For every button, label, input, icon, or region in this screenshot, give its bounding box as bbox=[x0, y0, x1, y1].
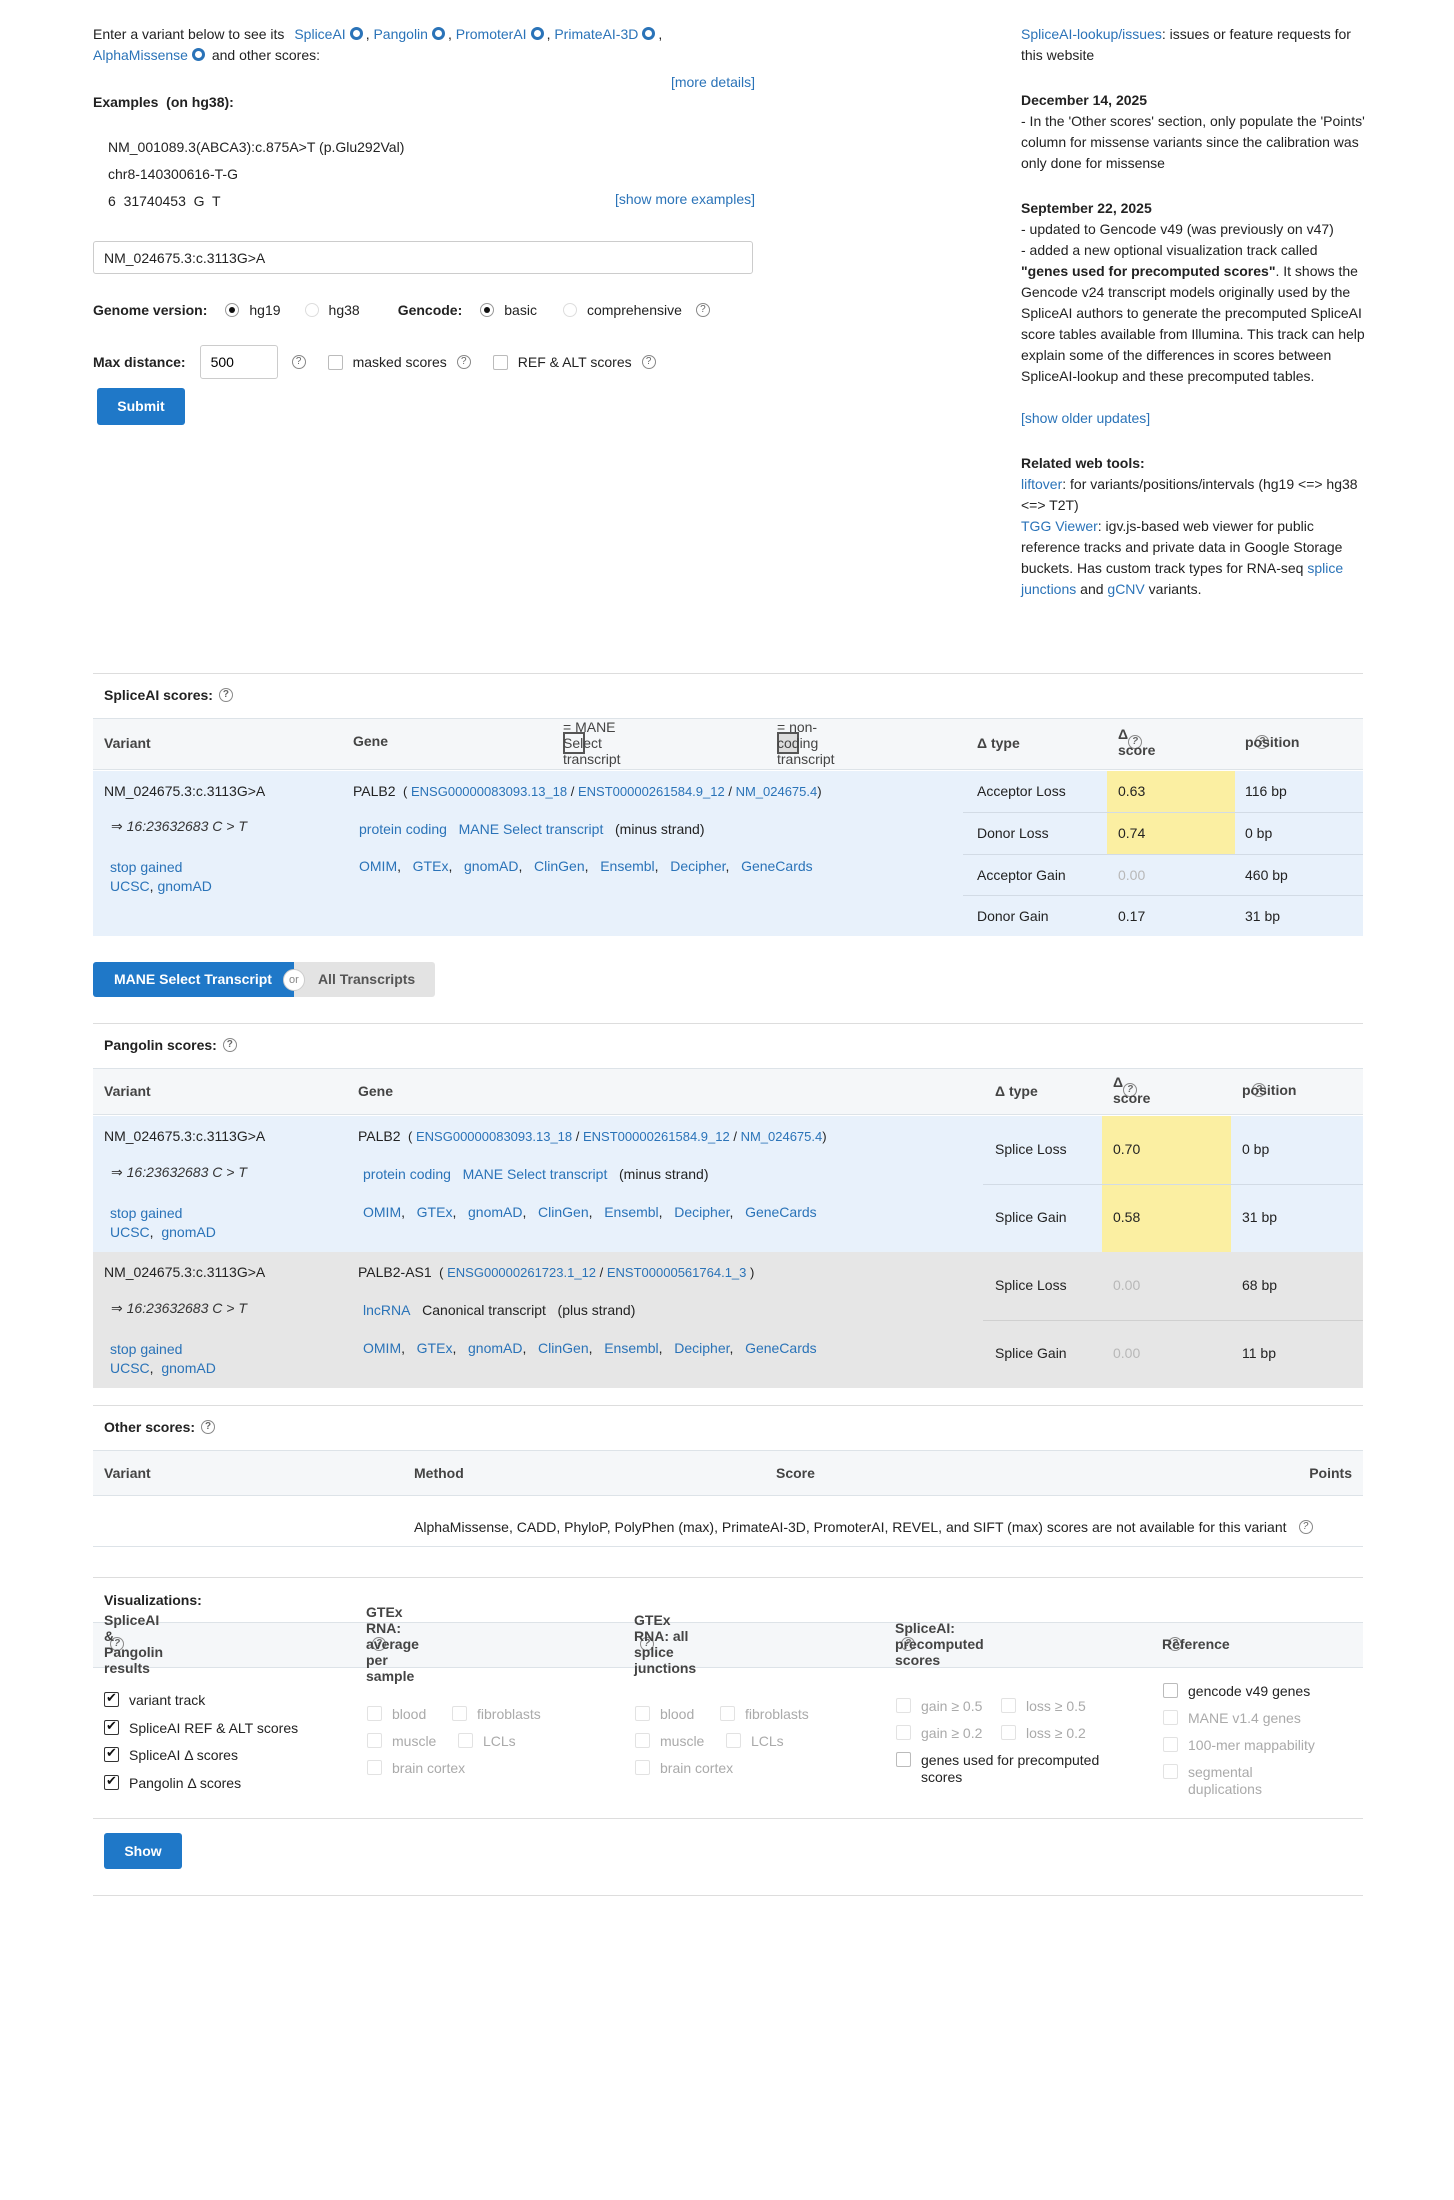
pangolin-delta-checkbox[interactable] bbox=[104, 1775, 119, 1790]
genecards-link[interactable]: GeneCards bbox=[741, 858, 813, 874]
col-score: Score bbox=[776, 1465, 815, 1481]
example-item[interactable]: chr8-140300616-T-G bbox=[108, 166, 238, 182]
github-icon[interactable] bbox=[642, 27, 655, 40]
col-gene: Gene bbox=[353, 733, 389, 749]
gnomad-link[interactable]: gnomAD bbox=[464, 858, 519, 874]
delta-type: Splice Gain bbox=[995, 1209, 1067, 1225]
pangolin-section-title: Pangolin scores: ? bbox=[104, 1037, 237, 1053]
show-older-updates-link[interactable]: [show older updates] bbox=[1021, 410, 1151, 426]
promoterai-link[interactable]: PromoterAI bbox=[455, 26, 527, 42]
muscle-checkbox[interactable] bbox=[635, 1733, 650, 1748]
delta-type: Acceptor Loss bbox=[977, 783, 1066, 799]
submit-button[interactable]: Submit bbox=[97, 388, 185, 425]
intro-before: Enter a variant below to see its bbox=[93, 26, 285, 42]
gain-05-checkbox[interactable] bbox=[896, 1698, 911, 1713]
delta-score: 0.58 bbox=[1113, 1209, 1141, 1225]
help-icon[interactable] bbox=[292, 355, 306, 369]
col-delta-score: Δ score ? bbox=[1113, 1083, 1137, 1097]
lcls-checkbox[interactable] bbox=[726, 1733, 741, 1748]
variant-name: NM_024675.3:c.3113G>A bbox=[104, 1128, 266, 1144]
github-icon[interactable] bbox=[432, 27, 445, 40]
strand: (minus strand) bbox=[615, 821, 705, 837]
gain-02-checkbox[interactable] bbox=[896, 1725, 911, 1740]
delta-type: Splice Loss bbox=[995, 1141, 1067, 1157]
mane-genes-checkbox[interactable] bbox=[1163, 1710, 1178, 1725]
muscle-checkbox[interactable] bbox=[367, 1733, 382, 1748]
gnomad-link[interactable]: gnomAD bbox=[157, 878, 212, 894]
col-gtex-junctions: GTEx RNA: all splice junctions ? bbox=[634, 1637, 654, 1651]
biotype-link[interactable]: protein coding bbox=[359, 821, 447, 837]
intro-after: and other scores: bbox=[211, 47, 320, 63]
examples-title: Examples (on hg38): bbox=[93, 94, 234, 110]
delta-score: 0.00 bbox=[1113, 1277, 1141, 1293]
variant-name: NM_024675.3:c.3113G>A bbox=[104, 783, 266, 799]
issues-text: : issues or feature requests for this website bbox=[1021, 26, 1351, 63]
examples-list bbox=[108, 134, 755, 215]
max-distance-label: Max distance: bbox=[93, 354, 186, 370]
col-variant: Variant bbox=[104, 1465, 151, 1481]
loss-05-checkbox[interactable] bbox=[1001, 1698, 1016, 1713]
option-label: SpliceAI Δ scores bbox=[129, 1747, 238, 1763]
alphamissense-link[interactable]: AlphaMissense bbox=[93, 47, 188, 63]
delta-position: 0 bp bbox=[1245, 825, 1273, 841]
biotype-link[interactable]: protein coding bbox=[363, 1166, 451, 1182]
show-more-examples-link[interactable]: [show more examples] bbox=[614, 191, 755, 207]
spliceai-table-header bbox=[93, 718, 1363, 770]
results-options bbox=[104, 1692, 298, 1802]
row-divider bbox=[983, 1320, 1363, 1321]
variant-name: NM_024675.3:c.3113G>A bbox=[104, 1264, 266, 1280]
delta-position: 11 bp bbox=[1242, 1345, 1276, 1361]
gene-name: PALB2-AS1 bbox=[358, 1264, 432, 1280]
option-label: variant track bbox=[129, 1692, 206, 1708]
col-position: position ? bbox=[1245, 735, 1269, 749]
strand: (plus strand) bbox=[557, 1302, 636, 1318]
strand: (minus strand) bbox=[619, 1166, 709, 1182]
col-delta-type: Δ type bbox=[977, 735, 1020, 751]
distance-row bbox=[93, 346, 755, 378]
delta-type: Donor Loss bbox=[977, 825, 1049, 841]
col-method: Method bbox=[414, 1465, 464, 1481]
col-variant: Variant bbox=[104, 735, 151, 751]
transcript-info bbox=[363, 1302, 635, 1318]
lcls-checkbox[interactable] bbox=[458, 1733, 473, 1748]
tgg-text: : igv.js-based web viewer for public reference tracks and private data in Google Storage buckets. Has custom track types for RNA-seq bbox=[1021, 518, 1343, 576]
delta-position: 68 bp bbox=[1242, 1277, 1278, 1293]
gene-links: OMIM, GTEx, gnomAD, ClinGen, Ensembl, Decipher, GeneCards bbox=[363, 1340, 817, 1356]
col-gene: Gene bbox=[358, 1083, 394, 1099]
gnomad-link[interactable]: gnomAD bbox=[161, 1224, 216, 1240]
intro-text: Enter a variant below to see its SpliceAI , Pangolin , PromoterAI , PrimateAI-3D , AlphaMissense and other scores: bbox=[93, 26, 663, 63]
pangolin-table-header bbox=[93, 1068, 1363, 1115]
gtex-average-options: blood fibroblasts muscle LCLs brain cortex bbox=[367, 1706, 597, 1787]
ucsc-link[interactable]: UCSC bbox=[110, 1224, 150, 1240]
update-text: - updated to Gencode v49 (was previously on v47) bbox=[1021, 221, 1334, 237]
row-divider bbox=[963, 812, 1363, 813]
help-icon[interactable] bbox=[696, 303, 710, 317]
precomputed-options: gain ≥ 0.5 loss ≥ 0.5 gain ≥ 0.2 loss ≥ 0.2 genes used for precomputed scores bbox=[896, 1698, 1136, 1792]
splice-junctions-link[interactable]: splice junctions bbox=[1021, 560, 1344, 597]
delta-type: Donor Gain bbox=[977, 908, 1049, 924]
gene-info: PALB2 ( ENSG00000083093.13_18 / ENST00000261584.9_12 / NM_024675.4) bbox=[353, 783, 822, 799]
delta-score: 0.00 bbox=[1113, 1345, 1141, 1361]
clingen-link[interactable]: ClinGen bbox=[534, 858, 585, 874]
divider bbox=[93, 1405, 1363, 1406]
other-table-header bbox=[93, 1450, 1363, 1496]
genecards-link[interactable]: GeneCards bbox=[745, 1340, 817, 1356]
brain-cortex-checkbox[interactable] bbox=[635, 1760, 650, 1775]
related-tools-title: Related web tools: bbox=[1021, 455, 1145, 471]
fibroblasts-checkbox[interactable] bbox=[720, 1706, 735, 1721]
input-panel bbox=[93, 24, 755, 378]
liftover-text: : for variants/positions/intervals (hg19 <=> hg38 <=> T2T) bbox=[1021, 476, 1358, 513]
enst-link[interactable]: ENST00000261584.9_12 bbox=[582, 1129, 730, 1144]
gnomad-link[interactable]: gnomAD bbox=[161, 1360, 216, 1376]
pangolin-result-row: NM_024675.3:c.3113G>A ⇒ 16:23632683 C > T stop gained UCSC, gnomAD PALB2-AS1 ( ENSG00000261723.1_12 / ENST00000561764.1_3 ) lncRNA Canonical transcript (plus strand) OMIM, GTEx, gnomAD, ClinGen, Ensembl, Decipher, GeneCards Splice Loss 0.00 68 bp Splice Gain 0.00 11 bp bbox=[93, 1252, 1363, 1388]
gencode-genes-checkbox[interactable] bbox=[1163, 1683, 1178, 1698]
decipher-link[interactable]: Decipher bbox=[670, 858, 726, 874]
tgg-viewer-link[interactable]: TGG Viewer bbox=[1021, 518, 1098, 534]
spliceai-ref-alt-checkbox[interactable] bbox=[104, 1720, 119, 1735]
consequence-link[interactable]: stop gained bbox=[110, 1205, 183, 1221]
ensembl-link[interactable]: Ensembl bbox=[604, 1340, 659, 1356]
other-section-title: Other scores: ? bbox=[104, 1419, 215, 1435]
nm-link[interactable]: NM_024675.4 bbox=[740, 1129, 823, 1144]
col-gtex-average: GTEx RNA: average per sample ? bbox=[366, 1637, 386, 1651]
transcript-type: Canonical transcript bbox=[422, 1302, 546, 1318]
update-date: December 14, 2025 bbox=[1021, 92, 1148, 108]
row-divider bbox=[963, 895, 1363, 896]
comprehensive-label: comprehensive bbox=[586, 302, 682, 318]
help-icon[interactable] bbox=[1299, 1520, 1313, 1534]
variant-coord: ⇒ 16:23632683 C > T bbox=[111, 1164, 247, 1180]
consequence-link[interactable]: stop gained bbox=[110, 859, 183, 875]
github-icon[interactable] bbox=[531, 27, 544, 40]
delta-position: 0 bp bbox=[1242, 1141, 1270, 1157]
help-icon[interactable] bbox=[219, 688, 233, 702]
clingen-link[interactable]: ClinGen bbox=[538, 1340, 589, 1356]
delta-type: Splice Gain bbox=[995, 1345, 1067, 1361]
col-reference: Reference ? bbox=[1162, 1637, 1182, 1651]
genome-row bbox=[93, 294, 755, 326]
hg38-label: hg38 bbox=[328, 302, 360, 318]
updates-panel: SpliceAI-lookup/issues: issues or feature requests for this website December 14, 2025 - In the 'Other scores' section, only populate the 'Points' column for missense variants since the calibration was only done for missense September 22, 2025 - updated to Gencode v49 (was previously on v47) - added a new optional visualization track called "genes used for precomputed scores". It shows the Gencode v24 transcript models originally used by the SpliceAI authors to generate the precomputed SpliceAI score tables available from Illumina. This track can help explain some of the differences in scores between SpliceAI-lookup and these precomputed tables. [show older updates] Related web tools: liftover: for variants/positions/intervals (hg19 <=> hg38 <=> T2T) TGG Viewer: igv.js-based web viewer for public reference tracks and private data in Google Storage buckets. Has custom track types for RNA-seq splice junctions and gCNV variants. bbox=[1021, 26, 1365, 597]
mane-link[interactable]: MANE Select transcript bbox=[462, 1166, 608, 1182]
visualizations-header bbox=[93, 1604, 1363, 1684]
max-distance-input[interactable] bbox=[200, 345, 278, 379]
primateai-link[interactable]: PrimateAI-3D bbox=[554, 26, 639, 42]
basic-radio[interactable] bbox=[480, 303, 494, 317]
reference-options: gencode v49 genes MANE v1.4 genes 100-mer mappability segmental duplications bbox=[1163, 1683, 1363, 1804]
decipher-link[interactable]: Decipher bbox=[674, 1340, 730, 1356]
delta-score: 0.17 bbox=[1118, 908, 1146, 924]
spliceai-link[interactable]: SpliceAI bbox=[294, 26, 346, 42]
mappability-checkbox[interactable] bbox=[1163, 1737, 1178, 1752]
help-icon[interactable] bbox=[642, 355, 656, 369]
col-position: position ? bbox=[1242, 1083, 1266, 1097]
mane-transcript-button[interactable]: MANE Select Transcript bbox=[93, 962, 294, 997]
comprehensive-radio[interactable] bbox=[563, 303, 577, 317]
row-divider bbox=[963, 854, 1363, 855]
consequence-link[interactable]: stop gained bbox=[110, 1341, 183, 1357]
omim-link[interactable]: OMIM bbox=[363, 1204, 402, 1220]
gnomad-link[interactable]: gnomAD bbox=[468, 1204, 523, 1220]
hg19-label: hg19 bbox=[249, 302, 281, 318]
variant-coord: ⇒ 16:23632683 C > T bbox=[111, 818, 247, 834]
more-details-link[interactable]: [more details] bbox=[670, 74, 755, 90]
gtex-link[interactable]: GTEx bbox=[416, 1340, 453, 1356]
divider bbox=[93, 1023, 1363, 1024]
gcnv-link[interactable]: gCNV bbox=[1107, 581, 1145, 597]
example-item[interactable]: 6 31740453 G T bbox=[108, 193, 221, 209]
col-results: SpliceAI & Pangolin results ? bbox=[104, 1637, 124, 1651]
basic-label: basic bbox=[504, 302, 537, 318]
gencode-label: Gencode: bbox=[397, 302, 463, 318]
gene-info: PALB2-AS1 ( ENSG00000261723.1_12 / ENST00000561764.1_3 ) bbox=[358, 1264, 755, 1280]
ucsc-link[interactable]: UCSC bbox=[110, 878, 150, 894]
mane-link[interactable]: MANE Select transcript bbox=[458, 821, 604, 837]
gene-name: PALB2 bbox=[353, 783, 396, 799]
ensg-link[interactable]: ENSG00000261723.1_12 bbox=[447, 1265, 597, 1280]
show-button[interactable]: Show bbox=[104, 1833, 182, 1869]
help-icon[interactable] bbox=[223, 1038, 237, 1052]
ensg-link[interactable]: ENSG00000083093.13_18 bbox=[411, 784, 568, 799]
delta-score: 0.63 bbox=[1118, 783, 1146, 799]
pangolin-result-row: NM_024675.3:c.3113G>A ⇒ 16:23632683 C > T stop gained UCSC, gnomAD PALB2 ( ENSG00000083093.13_18 / ENST00000261584.9_12 / NM_024675.4) protein coding MANE Select transcript (minus strand) OMIM, GTEx, gnomAD, ClinGen, Ensembl, Decipher, GeneCards Splice Loss 0.70 0 bp Splice Gain 0.58 31 bp bbox=[93, 1116, 1363, 1252]
mane-legend: = MANE Select transcript bbox=[563, 719, 621, 767]
enst-link[interactable]: ENST00000261584.9_12 bbox=[577, 784, 725, 799]
col-points: Points bbox=[1309, 1465, 1352, 1481]
decipher-link[interactable]: Decipher bbox=[674, 1204, 730, 1220]
gene-links: OMIM, GTEx, gnomAD, ClinGen, Ensembl, Decipher, GeneCards bbox=[363, 1204, 817, 1220]
liftover-link[interactable]: liftover bbox=[1021, 476, 1063, 492]
divider bbox=[93, 1577, 1363, 1578]
visualizations-title: Visualizations: bbox=[104, 1592, 202, 1608]
ensembl-link[interactable]: Ensembl bbox=[600, 858, 655, 874]
col-delta-type: Δ type bbox=[995, 1083, 1038, 1099]
gnomad-link[interactable]: gnomAD bbox=[468, 1340, 523, 1356]
help-icon[interactable] bbox=[201, 1420, 215, 1434]
delta-score: 0.00 bbox=[1118, 867, 1146, 883]
clingen-link[interactable]: ClinGen bbox=[538, 1204, 589, 1220]
option-label: Pangolin Δ scores bbox=[129, 1774, 242, 1791]
divider bbox=[93, 1895, 1363, 1896]
or-separator: or bbox=[283, 969, 305, 991]
spliceai-delta-checkbox[interactable] bbox=[104, 1747, 119, 1762]
masked-scores-checkbox[interactable] bbox=[328, 355, 343, 370]
row-divider bbox=[983, 1184, 1363, 1185]
genecards-link[interactable]: GeneCards bbox=[745, 1204, 817, 1220]
update-date: September 22, 2025 bbox=[1021, 200, 1152, 216]
option-label: SpliceAI REF & ALT scores bbox=[129, 1719, 299, 1736]
col-precomputed: SpliceAI: precomputed scores ? bbox=[895, 1637, 915, 1651]
divider bbox=[93, 1818, 1363, 1819]
enst-link[interactable]: ENST00000561764.1_3 bbox=[606, 1265, 747, 1280]
transcript-toggle bbox=[93, 962, 435, 997]
github-icon[interactable] bbox=[192, 48, 205, 61]
delta-position: 116 bp bbox=[1245, 783, 1287, 799]
variant-track-checkbox[interactable] bbox=[104, 1692, 119, 1707]
noncoding-legend: = non-coding transcript bbox=[777, 719, 835, 767]
delta-position: 460 bp bbox=[1245, 867, 1288, 883]
issues-link[interactable]: SpliceAI-lookup/issues bbox=[1021, 26, 1162, 42]
example-item[interactable]: NM_001089.3(ABCA3):c.875A>T (p.Glu292Val) bbox=[108, 139, 405, 155]
other-scores-message: AlphaMissense, CADD, PhyloP, PolyPhen (max), PrimateAI-3D, PromoterAI, REVEL, and SIFT (max) scores are not available for this variant ? bbox=[414, 1519, 1313, 1535]
nm-link[interactable]: NM_024675.4 bbox=[735, 784, 818, 799]
variant-coord: ⇒ 16:23632683 C > T bbox=[111, 1300, 247, 1316]
other-scores-row bbox=[93, 1497, 1363, 1547]
ref-alt-label: REF & ALT scores bbox=[517, 354, 632, 370]
masked-scores-label: masked scores bbox=[352, 354, 447, 370]
ref-alt-checkbox[interactable] bbox=[493, 355, 508, 370]
gene-name: PALB2 bbox=[358, 1128, 401, 1144]
gene-info: PALB2 ( ENSG00000083093.13_18 / ENST00000261584.9_12 / NM_024675.4) bbox=[358, 1128, 827, 1144]
delta-position: 31 bp bbox=[1242, 1209, 1278, 1225]
blood-checkbox[interactable] bbox=[367, 1706, 382, 1721]
delta-score: 0.74 bbox=[1118, 825, 1146, 841]
gtex-link[interactable]: GTEx bbox=[416, 1204, 453, 1220]
gene-links: OMIM, GTEx, gnomAD, ClinGen, Ensembl, Decipher, GeneCards bbox=[359, 858, 813, 874]
update-text: - added a new optional visualization track called "genes used for precomputed scores". It shows the Gencode v24 transcript models originally used by the SpliceAI authors to generate the precomputed SpliceAI score tables available from Illumina. This track can help explain some of the differences in scores between SpliceAI-lookup and these precomputed tables. bbox=[1021, 242, 1365, 384]
segdup-checkbox[interactable] bbox=[1163, 1764, 1178, 1779]
delta-position: 31 bp bbox=[1245, 908, 1281, 924]
spliceai-result-row: NM_024675.3:c.3113G>A ⇒ 16:23632683 C > T stop gained UCSC, gnomAD PALB2 ( ENSG00000083093.13_18 / ENST00000261584.9_12 / NM_024675.4) protein coding MANE Select transcript (minus strand) OMIM, GTEx, gnomAD, ClinGen, Ensembl, Decipher, GeneCards Acceptor Loss 0.63 116 bp Donor Loss 0.74 0 bp Acceptor Gain 0.00 460 bp Donor Gain 0.17 31 bp bbox=[93, 771, 1363, 936]
fibroblasts-checkbox[interactable] bbox=[452, 1706, 467, 1721]
update-text: - In the 'Other scores' section, only populate the 'Points' column for missense variants since the calibration was only done for missense bbox=[1021, 113, 1365, 171]
omim-link[interactable]: OMIM bbox=[363, 1340, 402, 1356]
delta-score: 0.70 bbox=[1113, 1141, 1141, 1157]
hg19-radio[interactable] bbox=[225, 303, 239, 317]
brain-cortex-checkbox[interactable] bbox=[367, 1760, 382, 1775]
ensembl-link[interactable]: Ensembl bbox=[604, 1204, 659, 1220]
omim-link[interactable]: OMIM bbox=[359, 858, 398, 874]
pangolin-link[interactable]: Pangolin bbox=[373, 26, 428, 42]
divider bbox=[93, 673, 1363, 674]
biotype-link[interactable]: lncRNA bbox=[363, 1302, 411, 1318]
blood-checkbox[interactable] bbox=[635, 1706, 650, 1721]
gtex-link[interactable]: GTEx bbox=[412, 858, 449, 874]
ensg-link[interactable]: ENSG00000083093.13_18 bbox=[416, 1129, 573, 1144]
col-delta-score: Δ score ? bbox=[1118, 735, 1142, 749]
all-transcripts-button[interactable]: All Transcripts bbox=[294, 962, 435, 997]
gtex-junctions-options: blood fibroblasts muscle LCLs brain cortex bbox=[635, 1706, 865, 1787]
genome-label: Genome version: bbox=[93, 302, 208, 318]
hg38-radio[interactable] bbox=[305, 303, 319, 317]
variant-input[interactable] bbox=[93, 241, 753, 274]
github-icon[interactable] bbox=[350, 27, 363, 40]
delta-type: Splice Loss bbox=[995, 1277, 1067, 1293]
loss-02-checkbox[interactable] bbox=[1001, 1725, 1016, 1740]
help-icon[interactable] bbox=[457, 355, 471, 369]
ucsc-link[interactable]: UCSC bbox=[110, 1360, 150, 1376]
transcript-info bbox=[359, 821, 704, 837]
genes-precomputed-checkbox[interactable] bbox=[896, 1752, 911, 1767]
transcript-info bbox=[363, 1166, 708, 1182]
delta-type: Acceptor Gain bbox=[977, 867, 1066, 883]
spliceai-section-title: SpliceAI scores: ? bbox=[104, 687, 233, 703]
col-variant: Variant bbox=[104, 1083, 151, 1099]
